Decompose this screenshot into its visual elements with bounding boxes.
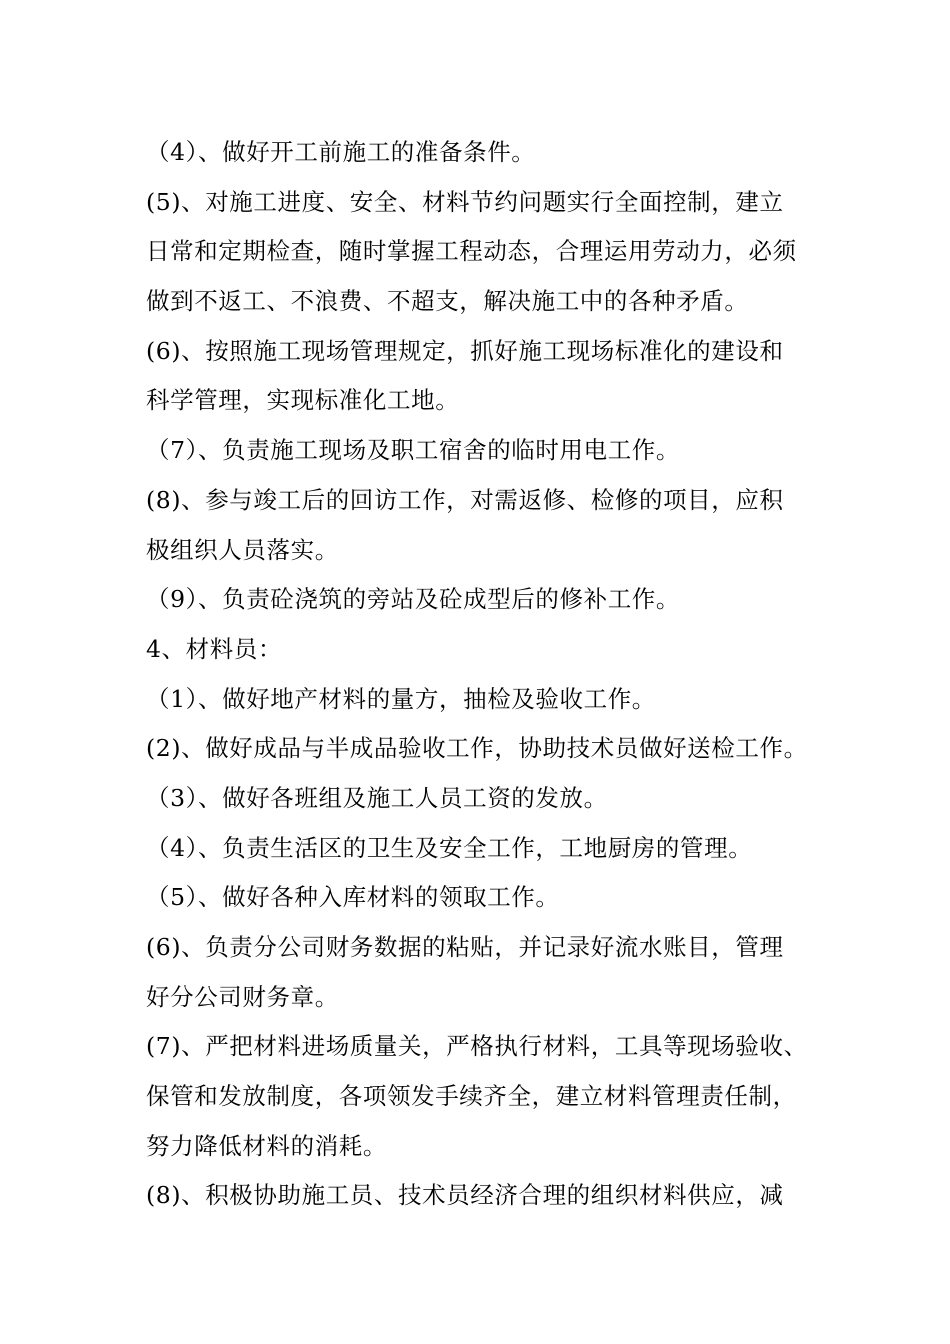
text-line: （9）、负责砼浇筑的旁站及砼成型后的修补工作。 [146, 585, 681, 614]
section-heading: 4、材料员： [146, 634, 283, 663]
text-line: 科学管理，实现标准化工地。 [146, 386, 460, 415]
text-line: (2)、做好成品与半成品验收工作，协助技术员做好送检工作。 [146, 734, 808, 763]
document-body [146, 128, 836, 1221]
text-line: (7)、严把材料进场质量关，严格执行材料，工具等现场验收、 [146, 1032, 808, 1061]
text-line: 日常和定期检查，随时掌握工程动态，合理运用劳动力，必须 [146, 237, 797, 266]
text-line: 努力降低材料的消耗。 [146, 1131, 387, 1160]
text-line: 做到不返工、不浪费、不超支，解决施工中的各种矛盾。 [146, 287, 749, 316]
text-line: （1）、做好地产材料的量方，抽检及验收工作。 [146, 684, 656, 713]
text-line: 好分公司财务章。 [146, 982, 339, 1011]
text-line: 极组织人员落实。 [146, 535, 339, 564]
text-line: (8)、参与竣工后的回访工作，对需返修、检修的项目，应积 [146, 485, 784, 514]
text-line: (6)、按照施工现场管理规定，抓好施工现场标准化的建设和 [146, 336, 784, 365]
text-line: (5)、对施工进度、安全、材料节约问题实行全面控制，建立 [146, 187, 784, 216]
text-line: （4）、做好开工前施工的准备条件。 [146, 138, 536, 166]
text-line: （3）、做好各班组及施工人员工资的发放。 [146, 783, 608, 812]
text-line: （4）、负责生活区的卫生及安全工作，工地厨房的管理。 [146, 833, 753, 862]
text-line: （5）、做好各种入库材料的领取工作。 [146, 883, 560, 912]
text-line: (8)、积极协助施工员、技术员经济合理的组织材料供应，减 [146, 1181, 784, 1210]
text-line: (6)、负责分公司财务数据的粘贴，并记录好流水账目，管理 [146, 933, 784, 961]
text-line: 保管和发放制度，各项领发手续齐全，建立材料管理责任制， [146, 1082, 797, 1111]
text-line: （7）、负责施工现场及职工宿舍的临时用电工作。 [146, 436, 681, 465]
